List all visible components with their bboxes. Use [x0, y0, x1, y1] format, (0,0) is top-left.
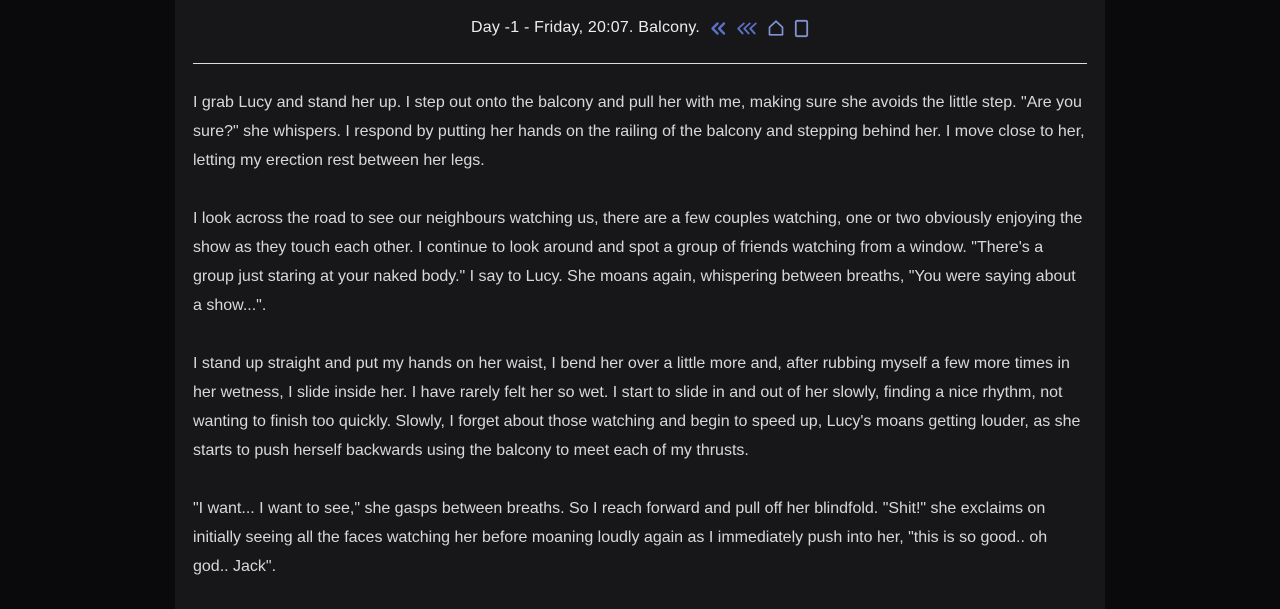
- story-paragraph: I stand up straight and put my hands on her waist, I bend her over a little more and, after rubbing myself a few more times in her wetness, I slide inside her. I have rarely felt her so wet. I start to slide in and out of her slowly, finding a nice rhythm, not wanting to finish too quickly. Slowly, I forget about those watching and begin to speed up, Lucy's moans getting louder, as she starts to push herself backwards using the balcony to meet each of my thrusts.: [193, 355, 1081, 459]
- home-icon[interactable]: [767, 19, 785, 37]
- nav-icons: [710, 19, 809, 38]
- rectangle-icon[interactable]: [794, 19, 809, 38]
- rewind-icon[interactable]: [736, 21, 758, 36]
- story-text: [193, 88, 1087, 581]
- passage-title: Day -1 - Friday, 20:07. Balcony.: [470, 19, 700, 36]
- story-paragraph: I look across the road to see our neighbours watching us, there are a few couples watching, one or two obviously enjoying the show as they touch each other. I continue to look around and spot a group of friends watching from a window. "There's a group just staring at your naked body." I say to Lucy. She moans again, whispering between breaths, "You were saying about a show...".: [193, 210, 1083, 314]
- story-paragraph: I grab Lucy and stand her up. I step out onto the balcony and pull her with me, making sure she avoids the little step. "Are you sure?" she whispers. I respond by putting her hands on the railing of the balcony and stepping behind her. I move close to her, letting my erection rest between her legs.: [193, 94, 1085, 169]
- passage-header: [193, 0, 1087, 39]
- header-divider: [193, 63, 1087, 64]
- back-icon[interactable]: [710, 21, 727, 36]
- story-paragraph: "I want... I want to see," she gasps between breaths. So I reach forward and pull off her blindfold. "Shit!" she exclaims on initially seeing all the faces watching her before moaning loudly again as I immediately push into her, "this is so good.. oh god.. Jack".: [193, 500, 1048, 575]
- story-panel: [175, 0, 1105, 609]
